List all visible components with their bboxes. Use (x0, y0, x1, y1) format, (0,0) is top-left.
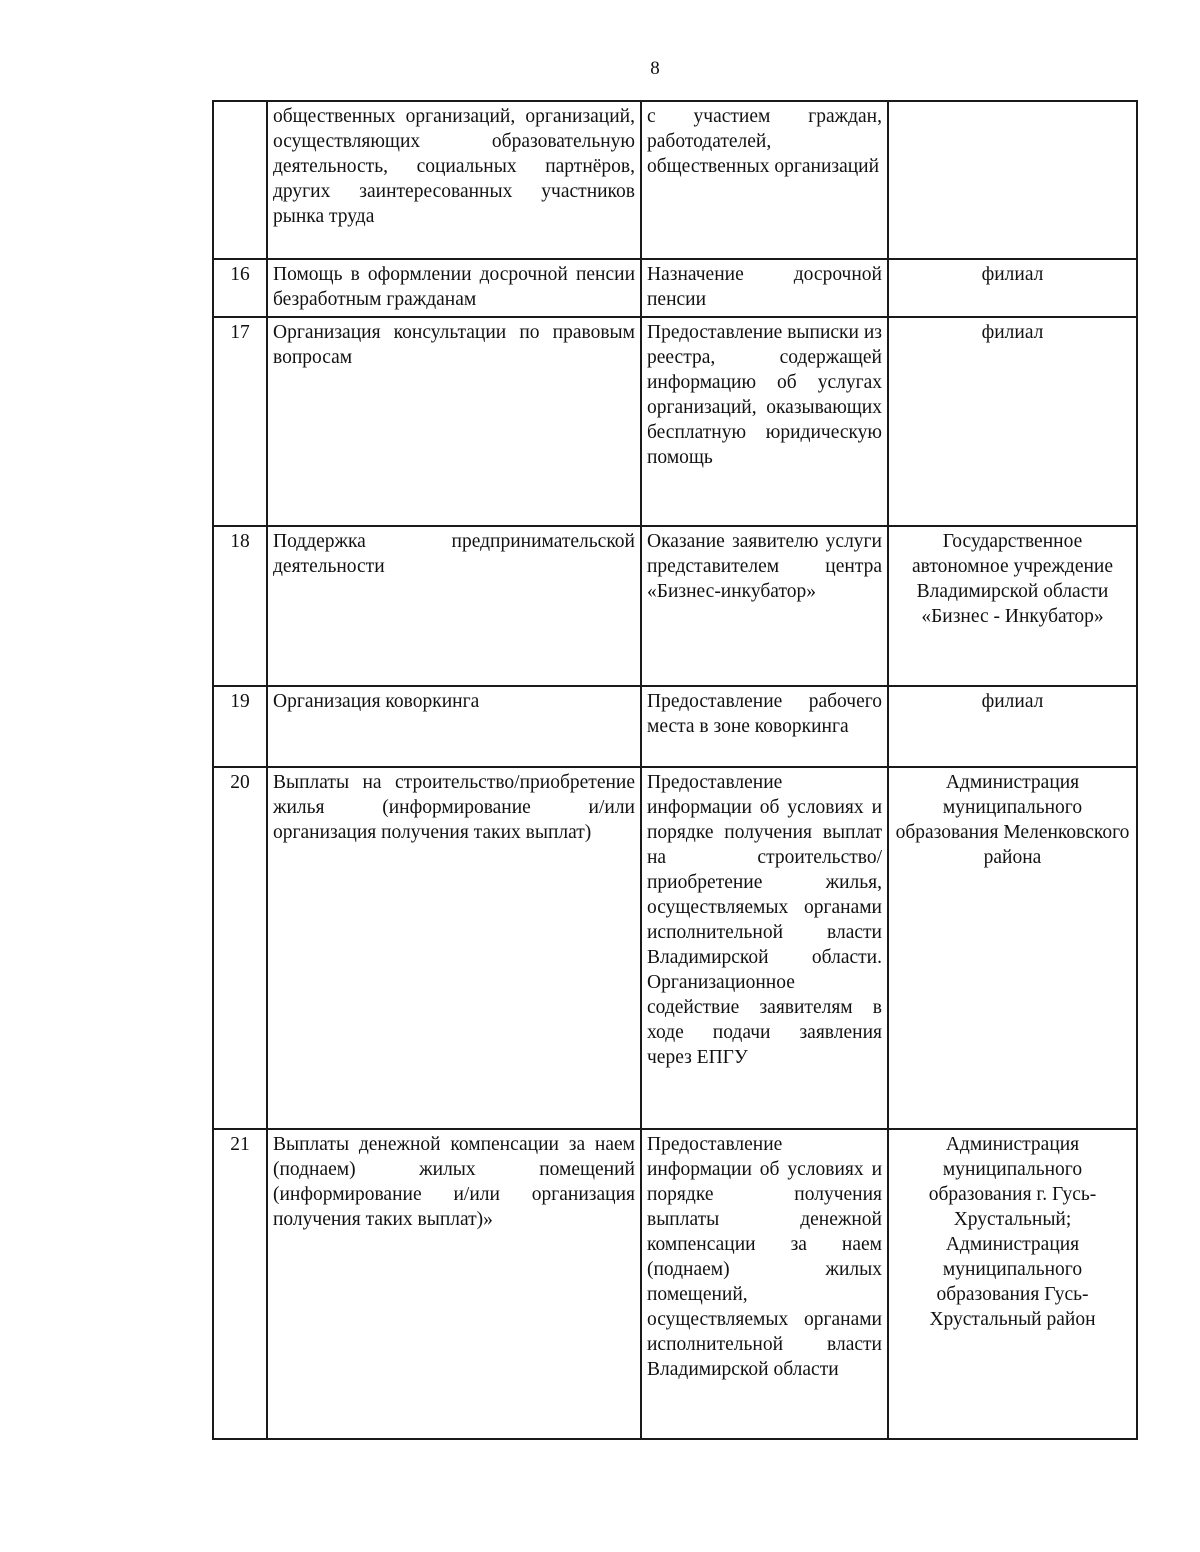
table-row (213, 1129, 1137, 1439)
organization-cell: филиал (888, 686, 1137, 767)
result-cell: Назначение досрочной пенсии (641, 259, 888, 317)
result-cell: Предоставление рабочего места в зоне коворкинга (641, 686, 888, 767)
service-cell: Выплаты на строительство/приобретение жилья (информирование и/или организация получения таких выплат) (267, 767, 641, 1129)
result-cell: Предоставление информации об условиях и порядке получения выплаты денежной компенсации за наем (поднаем) жилых помещений, осуществляемых органами исполнительной власти Владимирской области (641, 1129, 888, 1439)
result-cell: Оказание заявителю услуги представителем центра «Бизнес-инкубатор» (641, 526, 888, 686)
services-table (212, 100, 1138, 1440)
table-row (213, 686, 1137, 767)
table-row (213, 526, 1137, 686)
organization-cell: Администрация муниципального образования г. Гусь-Хрустальный; Администрация муниципального образования Гусь-Хрустальный район (888, 1129, 1137, 1439)
service-cell: Поддержка предпринимательской деятельности (267, 526, 641, 686)
row-number: 20 (213, 767, 267, 1129)
service-cell: Организация консультации по правовым вопросам (267, 317, 641, 526)
service-cell: общественных организаций, организаций, осуществляющих образовательную деятельность, социальных партнёров, других заинтересованных участников рынка труда (267, 101, 641, 259)
result-cell: Предоставление выписки из реестра, содержащей информацию об услугах организаций, оказывающих бесплатную юридическую помощь (641, 317, 888, 526)
table-row (213, 317, 1137, 526)
page-number: 8 (650, 58, 660, 79)
result-cell: Предоставление информации об условиях и порядке получения выплат на строительство/приобретение жилья, осуществляемых органами исполнительной власти Владимирской области. Организационное содействие заявителям в ходе подачи заявления через ЕПГУ (641, 767, 888, 1129)
row-number: 19 (213, 686, 267, 767)
service-cell: Выплаты денежной компенсации за наем (поднаем) жилых помещений (информирование и/или организация получения таких выплат)» (267, 1129, 641, 1439)
table-row (213, 767, 1137, 1129)
organization-cell: филиал (888, 259, 1137, 317)
row-number: 18 (213, 526, 267, 686)
result-cell: с участием граждан, работодателей, общественных организаций (641, 101, 888, 259)
row-number: 16 (213, 259, 267, 317)
table-row (213, 259, 1137, 317)
organization-cell (888, 101, 1137, 259)
organization-cell: филиал (888, 317, 1137, 526)
table-row (213, 101, 1137, 259)
organization-cell: Администрация муниципального образования Меленковского района (888, 767, 1137, 1129)
row-number (213, 101, 267, 259)
service-cell: Помощь в оформлении досрочной пенсии безработным гражданам (267, 259, 641, 317)
service-cell: Организация коворкинга (267, 686, 641, 767)
organization-cell: Государственное автономное учреждение Владимирской области «Бизнес - Инкубатор» (888, 526, 1137, 686)
row-number: 17 (213, 317, 267, 526)
row-number: 21 (213, 1129, 267, 1439)
